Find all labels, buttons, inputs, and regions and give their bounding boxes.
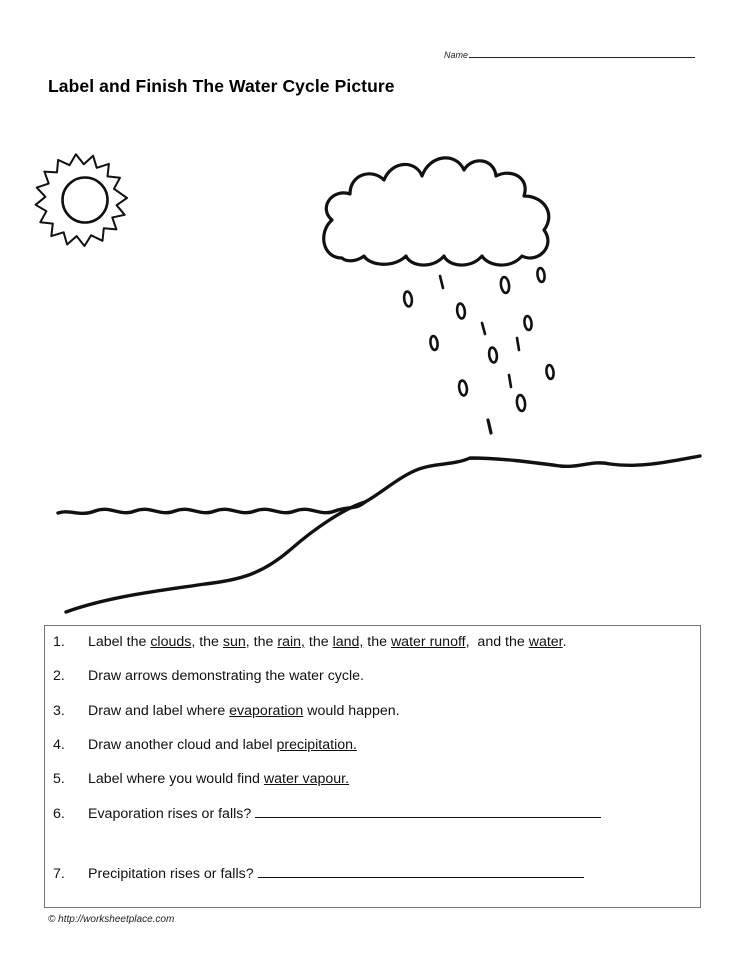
- answer-blank-evaporation[interactable]: [255, 805, 601, 818]
- rain-drop: [458, 380, 468, 396]
- instruction-text: Label the: [88, 634, 151, 650]
- question-text: Precipitation rises or falls?: [88, 866, 258, 882]
- rain-drop: [537, 268, 546, 283]
- instruction-text: Draw another cloud and label: [88, 737, 277, 753]
- land-illustration: [66, 456, 700, 612]
- keyword-sun: sun: [222, 634, 246, 650]
- question-text: Evaporation rises or falls?: [88, 806, 256, 822]
- keyword-land: land,: [332, 634, 364, 650]
- water-illustration: [58, 502, 365, 513]
- rain-drop: [524, 316, 533, 331]
- instruction-2: [53, 668, 364, 684]
- rain-drop: [488, 347, 498, 363]
- instruction-number: 2.: [53, 668, 65, 684]
- keyword-precipitation: precipitation.: [276, 737, 357, 753]
- instruction-text: the: [363, 634, 391, 650]
- instruction-text: the: [304, 634, 333, 650]
- instruction-text: , the: [191, 634, 223, 650]
- rain-drop: [430, 336, 439, 351]
- instruction-text: , the: [245, 634, 278, 650]
- rain-drop: [403, 291, 413, 307]
- keyword-water-runoff: water runoff: [390, 634, 466, 650]
- instruction-number: 6.: [53, 806, 65, 822]
- instruction-1: [53, 634, 567, 650]
- cloud-illustration: [324, 158, 549, 265]
- instruction-number: 7.: [53, 866, 65, 882]
- sun-rays: [36, 154, 127, 246]
- keyword-water-vapour: water vapour.: [263, 771, 350, 787]
- instruction-5: [53, 771, 349, 787]
- rain-drop: [456, 303, 466, 319]
- rain-drop: [546, 365, 555, 380]
- instructions-box: [44, 625, 701, 908]
- rain-drop: [516, 395, 526, 412]
- rain-illustration: [403, 268, 554, 433]
- rain-drop: [500, 277, 510, 294]
- keyword-water: water: [528, 634, 563, 650]
- instruction-text: would happen.: [303, 703, 400, 719]
- instruction-text: .: [562, 634, 567, 650]
- name-label: Name: [444, 50, 469, 60]
- worksheet-title: Label and Finish The Water Cycle Picture: [48, 76, 395, 96]
- rain-streak: [517, 338, 519, 350]
- instruction-text: , and the: [465, 634, 529, 650]
- sun-illustration: [36, 154, 127, 246]
- instruction-number: 1.: [53, 634, 65, 650]
- keyword-clouds: clouds: [150, 634, 192, 650]
- instruction-4: [53, 737, 357, 753]
- rain-streak: [509, 375, 511, 387]
- instruction-number: 3.: [53, 703, 65, 719]
- instruction-7: [53, 865, 584, 882]
- rain-streak: [482, 323, 485, 334]
- rain-streak: [488, 420, 491, 433]
- copyright-footer: © http://worksheetplace.com: [48, 914, 175, 925]
- instruction-text: Draw and label where: [88, 703, 230, 719]
- instruction-text: Label where you would find: [88, 771, 264, 787]
- keyword-evaporation: evaporation: [229, 703, 304, 719]
- rain-streak: [440, 276, 443, 288]
- answer-blank-precipitation[interactable]: [258, 865, 584, 878]
- instruction-3: [53, 703, 400, 719]
- instruction-6: [53, 805, 601, 822]
- instruction-text: Draw arrows demonstrating the water cycle.: [88, 668, 364, 684]
- instruction-number: 4.: [53, 737, 65, 753]
- instruction-number: 5.: [53, 771, 65, 787]
- sun-core: [63, 178, 108, 223]
- keyword-rain: rain,: [277, 634, 305, 650]
